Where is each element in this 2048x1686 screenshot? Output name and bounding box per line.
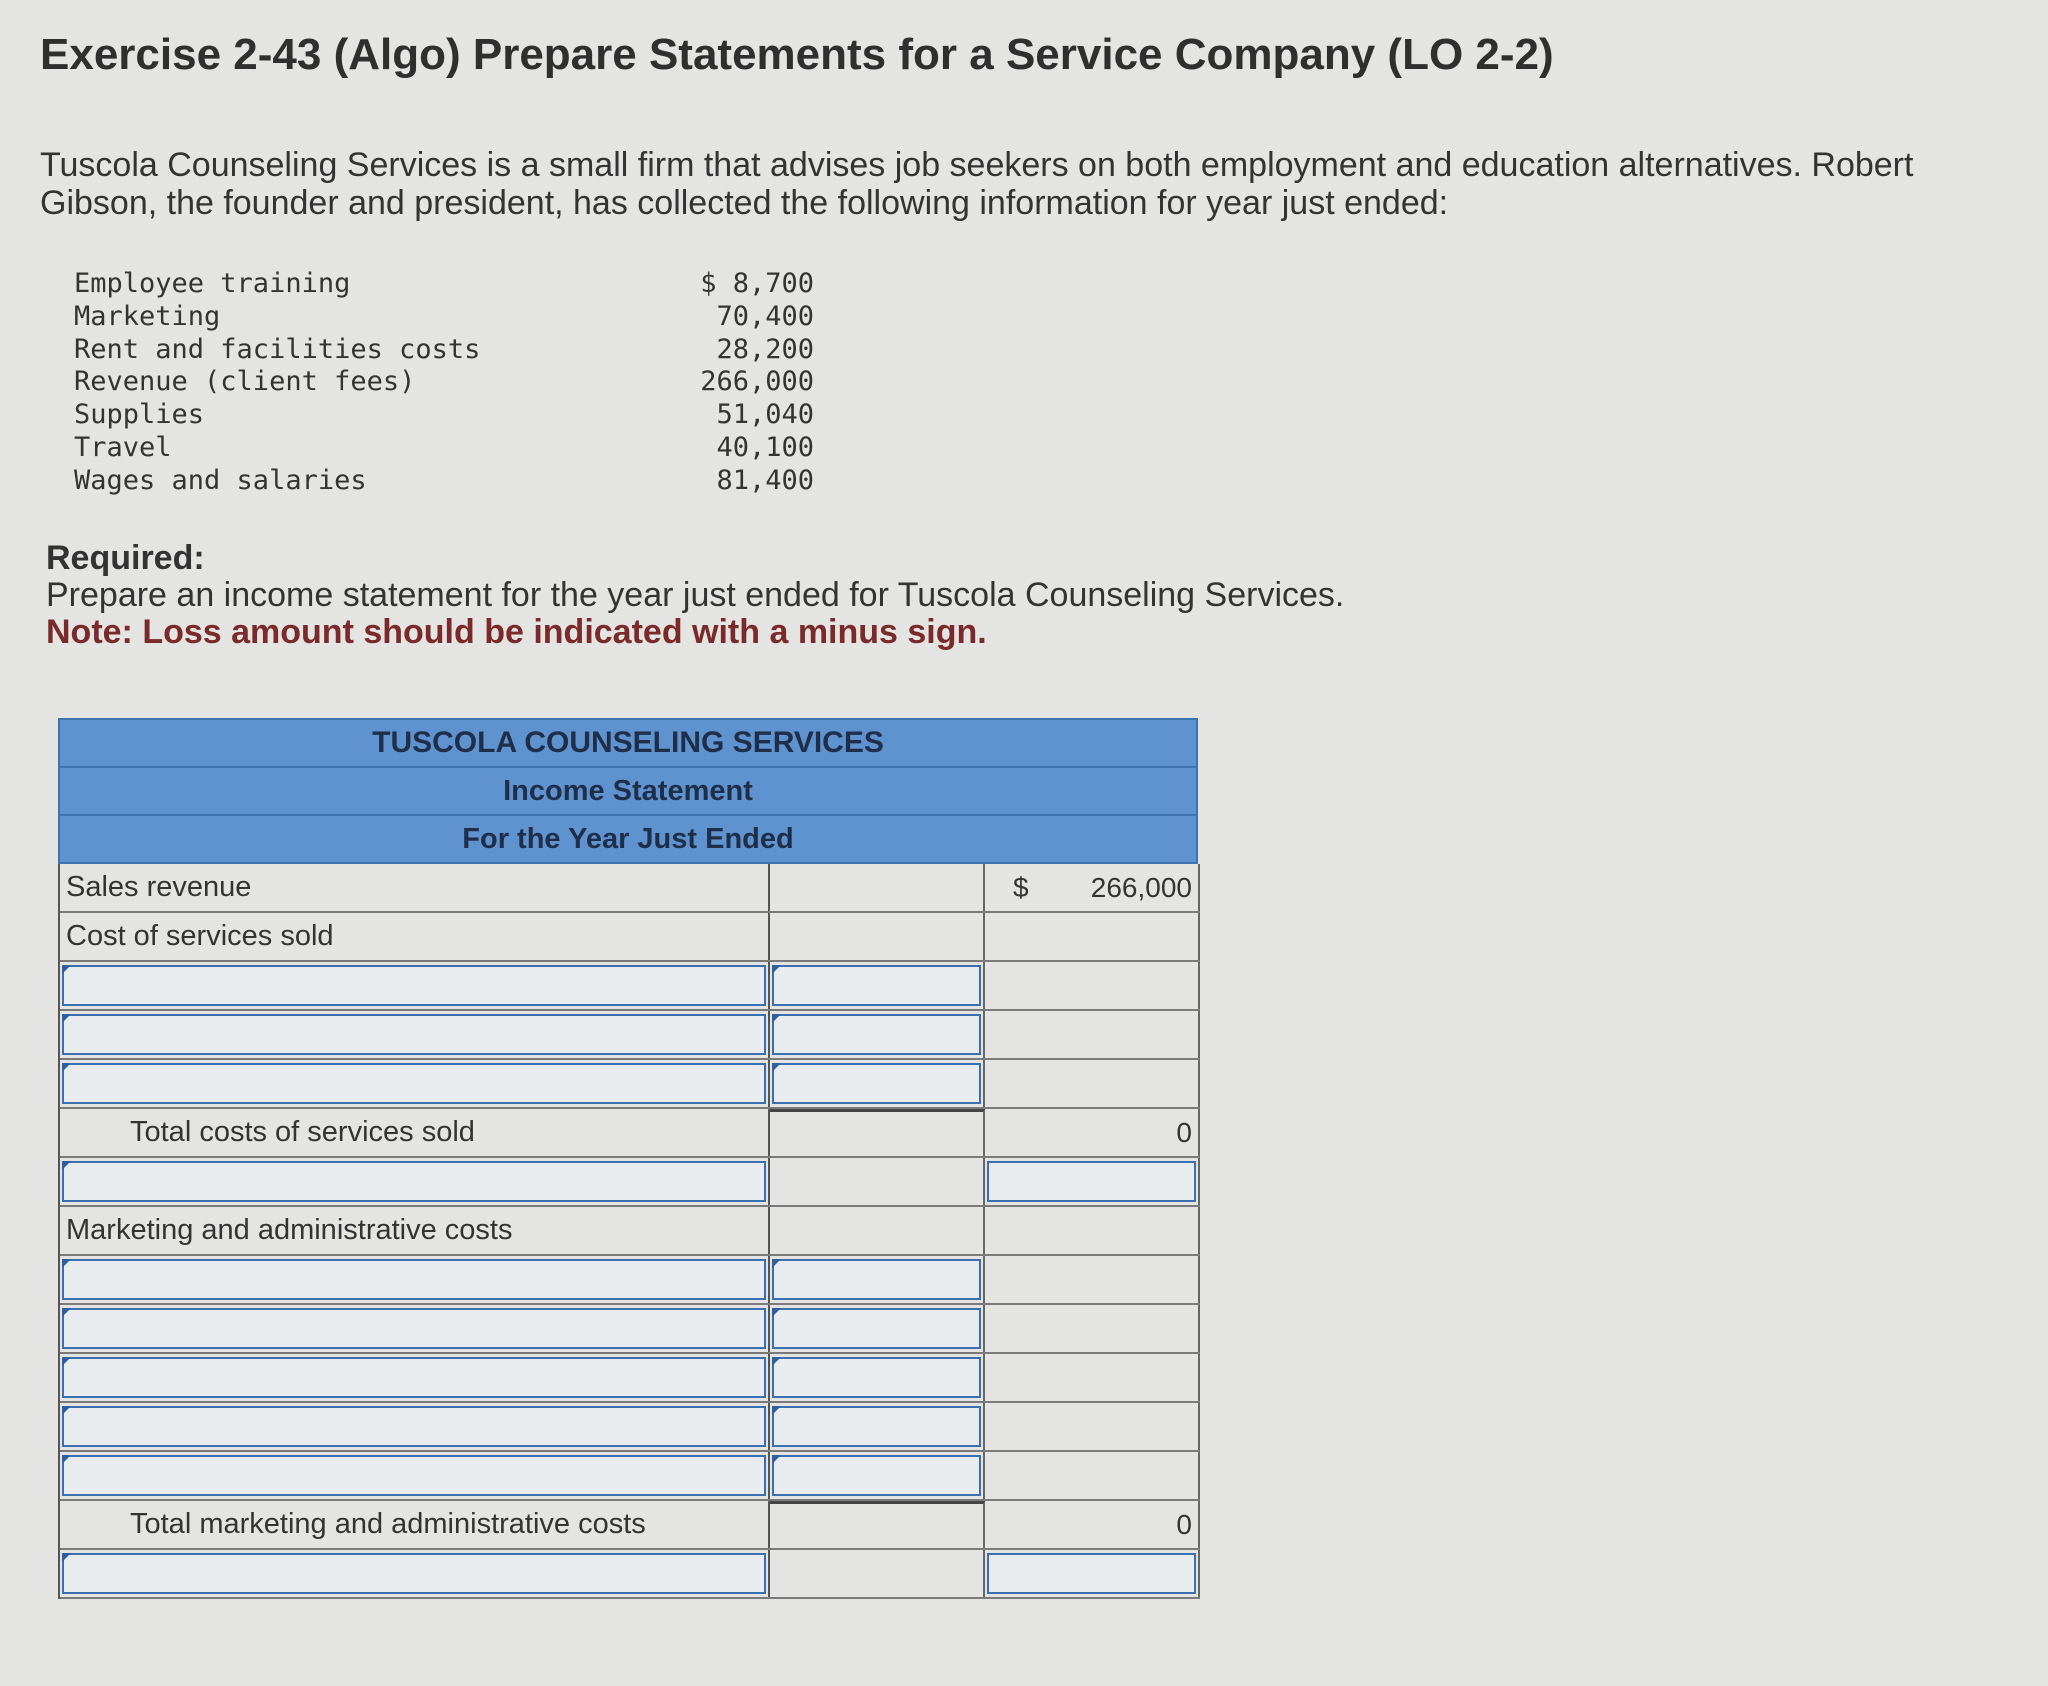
total-marketing-admin-value: 0 bbox=[1176, 1509, 1192, 1540]
table-row bbox=[60, 1256, 1200, 1305]
table-row bbox=[60, 962, 1200, 1011]
statement-grid bbox=[58, 864, 1200, 1599]
exercise-title: Exercise 2-43 (Algo) Prepare Statements for a Service Company (LO 2-2) bbox=[40, 30, 1554, 79]
table-row bbox=[60, 1354, 1200, 1403]
total-cell bbox=[985, 1060, 1200, 1107]
amount-cell bbox=[770, 1207, 985, 1254]
amount-cell bbox=[770, 1501, 985, 1548]
total-cell bbox=[985, 1158, 1200, 1205]
label-cell bbox=[60, 1158, 770, 1205]
given-data-list bbox=[74, 268, 814, 498]
label-cell bbox=[60, 1109, 770, 1156]
data-row bbox=[74, 366, 814, 399]
total-cell bbox=[985, 1109, 1200, 1156]
required-section bbox=[46, 540, 1344, 651]
mkt-item-input[interactable] bbox=[62, 1406, 766, 1447]
label-cell bbox=[60, 962, 770, 1009]
amount-cell bbox=[770, 962, 985, 1009]
table-row bbox=[60, 1011, 1200, 1060]
statement-period: For the Year Just Ended bbox=[58, 816, 1198, 864]
cost-item-input[interactable] bbox=[62, 1063, 766, 1104]
amount-cell bbox=[770, 1256, 985, 1303]
total-cell bbox=[985, 1305, 1200, 1352]
amount-cell bbox=[770, 1305, 985, 1352]
amount-cell bbox=[770, 1550, 985, 1597]
data-label: Supplies bbox=[74, 399, 205, 431]
total-cell bbox=[985, 1011, 1200, 1058]
problem-intro: Tuscola Counseling Services is a small firm that advises job seekers on both employment and education alternatives. Robert Gibson, the founder and president, has collected the following information for year just ended: bbox=[40, 146, 1914, 222]
data-value: 266,000 bbox=[700, 366, 814, 398]
total-cell bbox=[985, 1354, 1200, 1401]
table-row bbox=[60, 1550, 1200, 1599]
mkt-item-input[interactable] bbox=[62, 1357, 766, 1398]
data-value: 51,040 bbox=[716, 399, 814, 431]
table-row bbox=[60, 1501, 1200, 1550]
sales-revenue-label: Sales revenue bbox=[66, 871, 252, 903]
label-cell bbox=[60, 1550, 770, 1597]
data-label: Revenue (client fees) bbox=[74, 366, 416, 398]
mkt-amount-input[interactable] bbox=[772, 1455, 981, 1496]
table-row bbox=[60, 1403, 1200, 1452]
table-row bbox=[60, 1060, 1200, 1109]
net-income-label-input[interactable] bbox=[62, 1553, 766, 1594]
label-cell bbox=[60, 1403, 770, 1450]
amount-cell bbox=[770, 1011, 985, 1058]
data-value: $ 8,700 bbox=[700, 268, 814, 299]
total-costs-label: Total costs of services sold bbox=[130, 1116, 475, 1148]
data-value: 81,400 bbox=[716, 464, 814, 496]
data-row bbox=[74, 334, 814, 367]
label-cell bbox=[60, 1305, 770, 1352]
total-cell bbox=[985, 1550, 1200, 1597]
data-row bbox=[74, 432, 814, 465]
cost-amount-input[interactable] bbox=[772, 1014, 981, 1055]
statement-company: TUSCOLA COUNSELING SERVICES bbox=[58, 718, 1198, 768]
mkt-item-input[interactable] bbox=[62, 1455, 766, 1496]
required-heading: Required: bbox=[46, 539, 205, 577]
mkt-item-input[interactable] bbox=[62, 1308, 766, 1349]
total-cell bbox=[985, 864, 1200, 911]
total-cell bbox=[985, 962, 1200, 1009]
data-row bbox=[74, 301, 814, 334]
subtotal-label-input[interactable] bbox=[62, 1161, 766, 1202]
table-row bbox=[60, 913, 1200, 962]
label-cell bbox=[60, 1256, 770, 1303]
income-statement-form bbox=[58, 718, 1198, 1599]
total-cell bbox=[985, 1403, 1200, 1450]
amount-cell bbox=[770, 1354, 985, 1401]
required-note: Note: Loss amount should be indicated with a minus sign. bbox=[46, 613, 987, 651]
data-label: Wages and salaries bbox=[74, 464, 367, 496]
mkt-amount-input[interactable] bbox=[772, 1308, 981, 1349]
data-label: Employee training bbox=[74, 268, 351, 299]
label-cell bbox=[60, 913, 770, 960]
data-row bbox=[74, 268, 814, 301]
data-value: 70,400 bbox=[716, 300, 814, 332]
amount-cell bbox=[770, 1403, 985, 1450]
data-value: 28,200 bbox=[716, 333, 814, 365]
table-row bbox=[60, 864, 1200, 913]
amount-cell bbox=[770, 1109, 985, 1156]
sales-revenue-value: 266,000 bbox=[1090, 872, 1192, 903]
statement-name: Income Statement bbox=[58, 768, 1198, 816]
amount-cell bbox=[770, 1158, 985, 1205]
required-text: Prepare an income statement for the year just ended for Tuscola Counseling Services. bbox=[46, 576, 1345, 614]
amount-cell bbox=[770, 913, 985, 960]
total-cell bbox=[985, 1452, 1200, 1499]
label-cell bbox=[60, 1354, 770, 1401]
label-cell bbox=[60, 1011, 770, 1058]
label-cell bbox=[60, 1207, 770, 1254]
table-row bbox=[60, 1305, 1200, 1354]
data-row bbox=[74, 465, 814, 498]
cost-of-services-heading: Cost of services sold bbox=[66, 920, 334, 952]
net-income-amount-input[interactable] bbox=[987, 1553, 1196, 1594]
marketing-admin-heading: Marketing and administrative costs bbox=[66, 1214, 513, 1246]
total-cell bbox=[985, 1256, 1200, 1303]
currency-symbol: $ bbox=[1013, 872, 1029, 903]
mkt-amount-input[interactable] bbox=[772, 1259, 981, 1300]
data-label: Rent and facilities costs bbox=[74, 333, 481, 365]
cost-item-input[interactable] bbox=[62, 965, 766, 1006]
total-cell bbox=[985, 1207, 1200, 1254]
mkt-amount-input[interactable] bbox=[772, 1357, 981, 1398]
cost-amount-input[interactable] bbox=[772, 1063, 981, 1104]
label-cell bbox=[60, 1060, 770, 1107]
mkt-item-input[interactable] bbox=[62, 1259, 766, 1300]
subtotal-amount-input[interactable] bbox=[987, 1161, 1196, 1202]
cost-item-input[interactable] bbox=[62, 1014, 766, 1055]
data-label: Marketing bbox=[74, 300, 221, 332]
label-cell bbox=[60, 1452, 770, 1499]
total-cell bbox=[985, 1501, 1200, 1548]
mkt-amount-input[interactable] bbox=[772, 1406, 981, 1447]
data-value: 40,100 bbox=[716, 431, 814, 463]
amount-cell bbox=[770, 1452, 985, 1499]
total-marketing-admin-label: Total marketing and administrative costs bbox=[130, 1508, 646, 1540]
total-cell bbox=[985, 913, 1200, 960]
amount-cell bbox=[770, 1060, 985, 1107]
table-row bbox=[60, 1158, 1200, 1207]
total-costs-value: 0 bbox=[1176, 1117, 1192, 1148]
amount-cell bbox=[770, 864, 985, 911]
data-row bbox=[74, 399, 814, 432]
cost-amount-input[interactable] bbox=[772, 965, 981, 1006]
table-row bbox=[60, 1109, 1200, 1158]
data-label: Travel bbox=[74, 431, 172, 463]
label-cell bbox=[60, 864, 770, 911]
label-cell bbox=[60, 1501, 770, 1548]
table-row bbox=[60, 1207, 1200, 1256]
table-row bbox=[60, 1452, 1200, 1501]
